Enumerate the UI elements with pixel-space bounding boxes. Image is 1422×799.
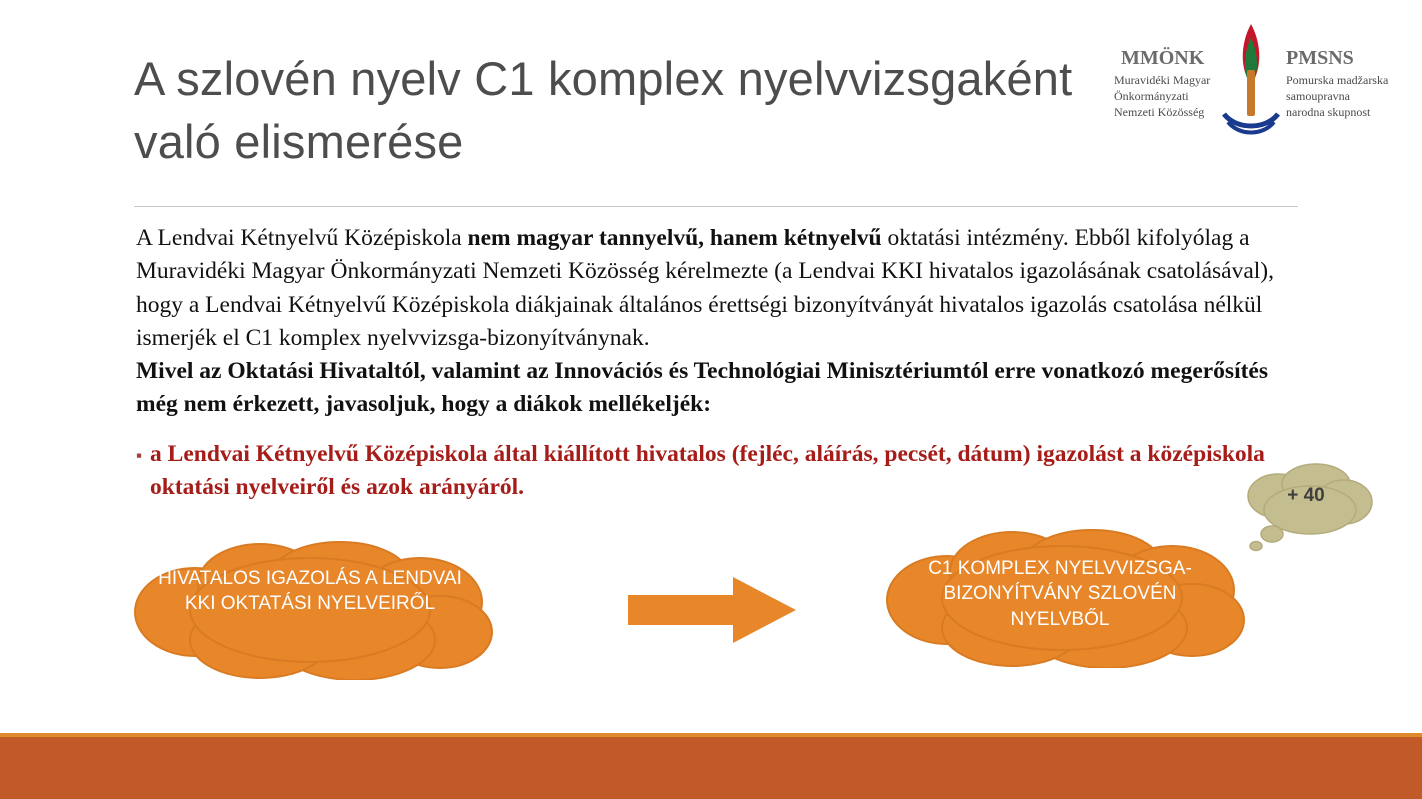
svg-text:samoupravna: samoupravna — [1286, 89, 1350, 103]
svg-text:Pomurska madžarska: Pomurska madžarska — [1286, 73, 1389, 87]
svg-text:Nemzeti Közösség: Nemzeti Közösség — [1114, 105, 1205, 119]
badge-label: + 40 — [1287, 485, 1325, 506]
bullet-item-text: a Lendvai Kétnyelvű Középiskola által kiállított hivatalos (fejléc, aláírás, pecsét, dátum) igazolást a középiskola oktatási nyelveiről és azok arányáról. — [150, 441, 1265, 501]
logo-acronym-right: PMSNS — [1286, 47, 1354, 69]
footer-bar — [0, 737, 1422, 799]
bullet-item — [136, 438, 1316, 505]
svg-text:Muravidéki Magyar: Muravidéki Magyar — [1114, 73, 1211, 87]
logo-acronym-left: MMÖNK — [1121, 47, 1205, 69]
paragraph-1-rest: oktatási intézmény. Ebből kifolyólag a Muravidéki Magyar Önkormányzati Nemzeti Közösség kérelmezte (a Lendvai KKI hivatalos igazolásának csatolásával), hogy a Lendvai Kétnyelvű Középiskola diákjainak általános érettségi bizonyítványát hivatalos igazolás csatolása nélkül ismerjék el C1 komplex nyelvvizsga-bizonyítványnak. — [136, 225, 1275, 352]
bullet-square-icon: ▪ — [136, 446, 143, 465]
paragraph-1-lead: A Lendvai Kétnyelvű Középiskola — [136, 225, 468, 251]
slide-title: A szlovén nyelv C1 komplex nyelvvizsgaként való elismerése — [134, 52, 1073, 168]
paragraph-2: Mivel az Oktatási Hivataltól, valamint az Innovációs és Technológiai Minisztériumtól erre vonatkozó megerősítés még nem érkezett, javasoljuk, hogy a diákok mellékeljék: — [136, 358, 1269, 418]
svg-text:Önkormányzati: Önkormányzati — [1114, 89, 1189, 103]
title-divider — [134, 206, 1298, 207]
cloud-right-label: C1 KOMPLEX NYELVVIZSGA-BIZONYÍTVÁNY SZLOVÉN NYELVBŐL — [928, 558, 1192, 630]
cloud-left-label: HIVATALOS IGAZOLÁS A LENDVAI KKI OKTATÁSI NYELVEIRŐL — [158, 568, 462, 615]
right-arrow-icon — [628, 575, 798, 645]
svg-text:narodna skupnost: narodna skupnost — [1286, 105, 1371, 119]
paragraph-1-emphasis: nem magyar tannyelvű, hanem kétnyelvű — [467, 225, 882, 251]
organization-logo — [1106, 18, 1396, 146]
paragraph-1 — [136, 222, 1302, 355]
